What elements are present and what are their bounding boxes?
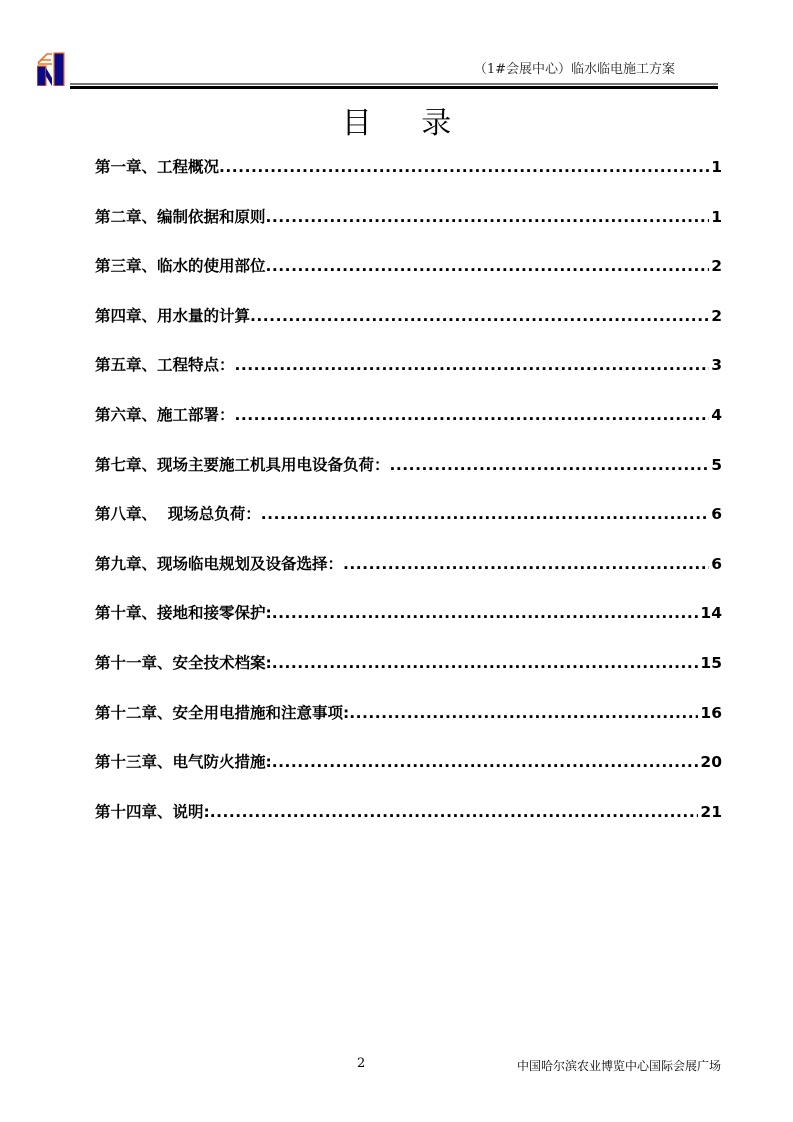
toc-leader bbox=[343, 555, 709, 573]
toc-entry[interactable] bbox=[95, 601, 722, 651]
toc-page: 1 bbox=[711, 158, 722, 176]
toc-entry[interactable] bbox=[95, 353, 722, 403]
toc-page: 2 bbox=[711, 306, 722, 325]
toc-label: 第九章、现场临电规划及设备选择： bbox=[95, 554, 344, 573]
toc-leader bbox=[266, 257, 710, 275]
footer-organization: 中国哈尔滨农业博览中心国际会展广场 bbox=[516, 1059, 721, 1073]
toc-leader bbox=[210, 803, 699, 821]
header-rule-thin bbox=[70, 83, 718, 85]
toc-entry[interactable] bbox=[95, 304, 722, 354]
toc-page: 3 bbox=[711, 356, 722, 375]
toc-entry[interactable] bbox=[95, 205, 722, 255]
toc-entry[interactable] bbox=[95, 403, 722, 453]
header-title: （1#会展中心）临水临电施工方案 bbox=[473, 62, 675, 77]
toc-entry[interactable] bbox=[95, 453, 722, 503]
toc-page: 5 bbox=[711, 455, 722, 474]
toc-page: 16 bbox=[700, 703, 722, 722]
toc-label: 第二章、编制依据和原则 bbox=[95, 207, 266, 226]
company-logo-icon bbox=[37, 52, 65, 86]
toc-leader bbox=[219, 158, 709, 176]
toc-label: 第三章、临水的使用部位 bbox=[95, 257, 266, 276]
footer-page-number: 2 bbox=[357, 1056, 366, 1071]
toc-leader bbox=[235, 406, 710, 424]
toc-label: 第七章、现场主要施工机具用电设备负荷： bbox=[95, 455, 390, 474]
toc-label: 第八章、 现场总负荷： bbox=[95, 505, 261, 524]
toc-leader bbox=[261, 505, 709, 523]
toc-leader bbox=[390, 456, 710, 474]
toc-label: 第十一章、安全技术档案: bbox=[95, 653, 272, 672]
toc-page: 1 bbox=[711, 207, 722, 226]
toc-page: 21 bbox=[700, 802, 722, 821]
toc-label: 第五章、工程特点： bbox=[95, 356, 235, 375]
toc-page: 6 bbox=[711, 554, 722, 573]
toc-entry[interactable] bbox=[95, 254, 722, 304]
toc-entry[interactable] bbox=[95, 701, 722, 751]
toc-label: 第十二章、安全用电措施和注意事项: bbox=[95, 703, 350, 722]
toc-label: 第四章、用水量的计算 bbox=[95, 306, 251, 325]
toc-label: 第一章、工程概况 bbox=[95, 158, 220, 176]
toc-leader bbox=[272, 654, 699, 672]
toc-page: 4 bbox=[711, 405, 722, 424]
toc-label: 第十章、接地和接零保护: bbox=[95, 604, 272, 623]
toc-label: 第六章、施工部署： bbox=[95, 405, 235, 424]
toc-page: 20 bbox=[700, 753, 722, 772]
toc-page: 15 bbox=[700, 653, 722, 672]
toc-leader bbox=[235, 356, 710, 374]
toc-entry[interactable] bbox=[95, 750, 722, 800]
toc-entry[interactable] bbox=[95, 552, 722, 602]
page-title: 目 录 bbox=[341, 106, 472, 141]
header-rule-thick bbox=[70, 86, 718, 89]
toc-leader bbox=[250, 307, 709, 325]
toc-leader bbox=[272, 604, 699, 622]
table-of-contents bbox=[95, 155, 722, 849]
toc-entry[interactable] bbox=[95, 651, 722, 701]
toc-leader bbox=[272, 753, 699, 771]
toc-page: 6 bbox=[711, 505, 722, 524]
toc-entry[interactable] bbox=[95, 502, 722, 552]
toc-label: 第十三章、电气防火措施: bbox=[95, 753, 272, 772]
toc-page: 14 bbox=[700, 604, 722, 623]
toc-entry[interactable] bbox=[95, 800, 722, 850]
toc-leader bbox=[266, 208, 710, 226]
toc-entry[interactable] bbox=[95, 155, 722, 205]
toc-page: 2 bbox=[711, 257, 722, 276]
toc-label: 第十四章、说明: bbox=[95, 802, 210, 821]
toc-leader bbox=[349, 704, 698, 722]
